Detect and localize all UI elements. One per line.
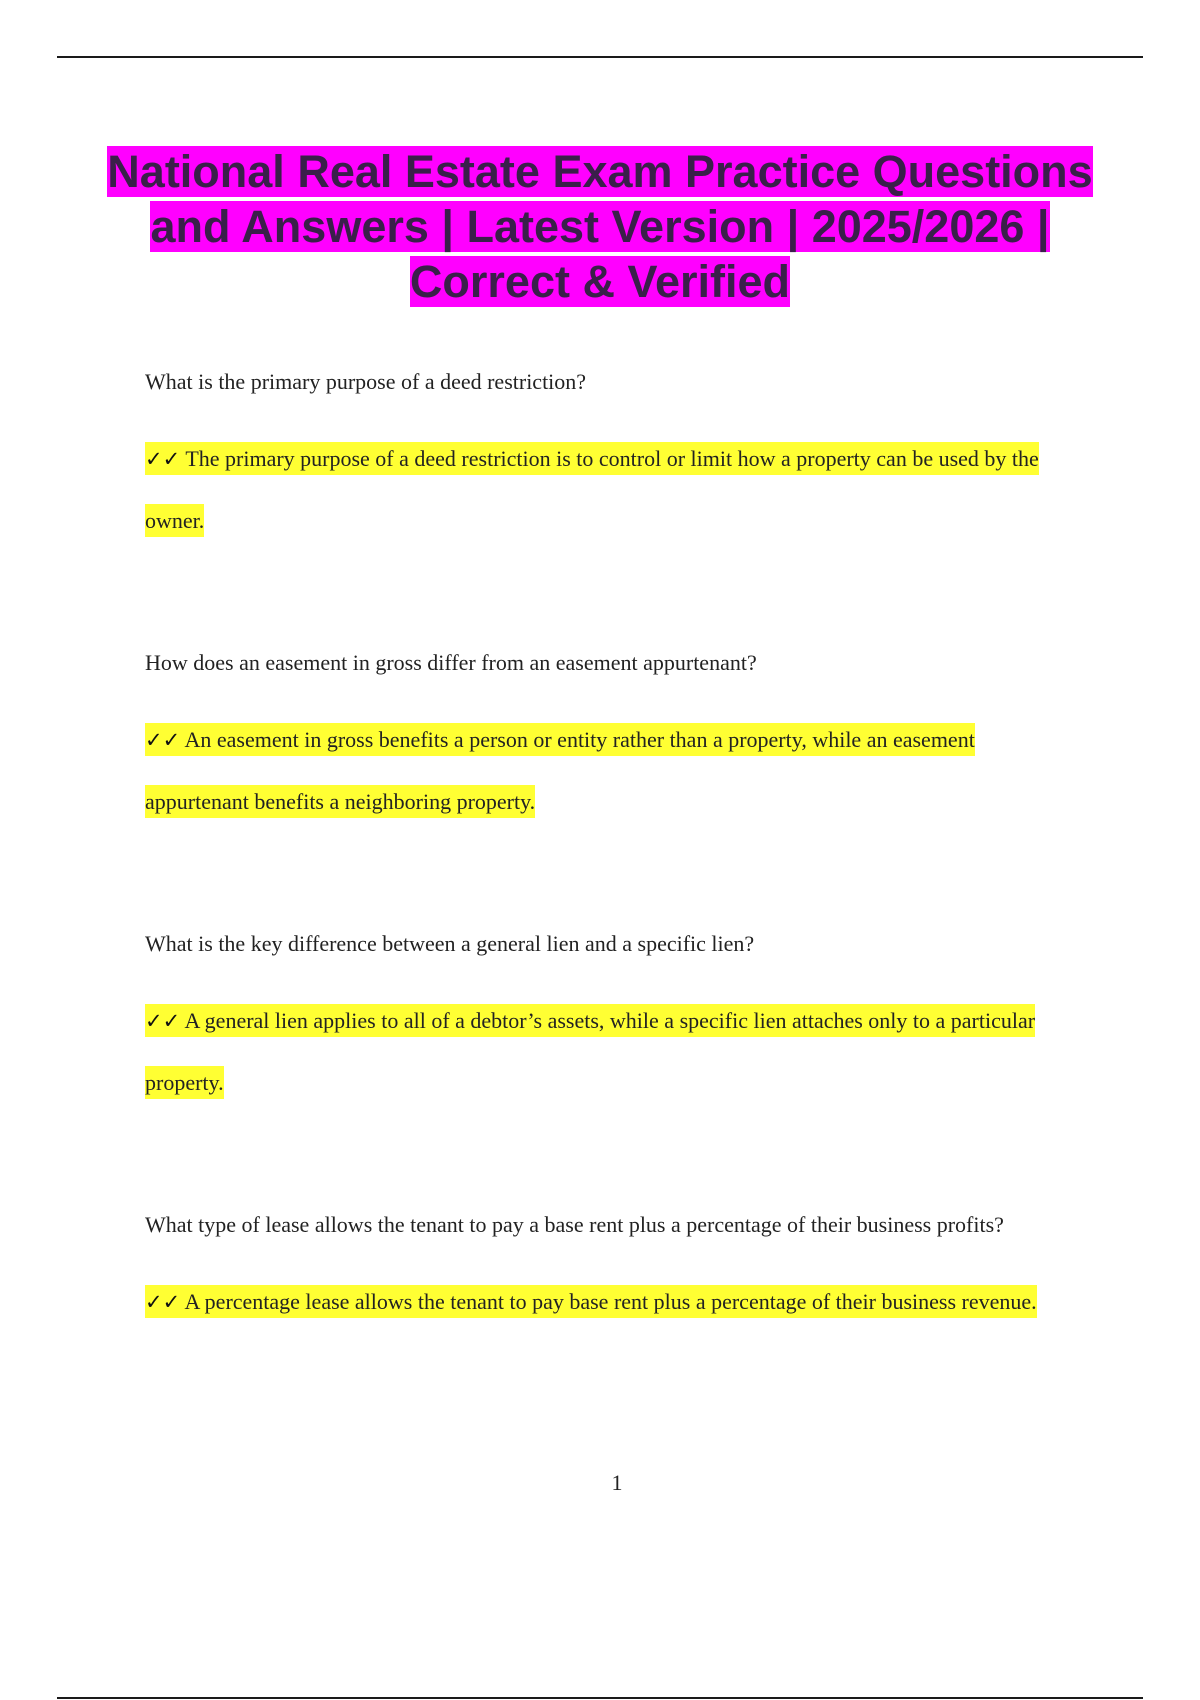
check-mark-icon: ✓✓ xyxy=(145,1009,181,1033)
qa-item-3 xyxy=(145,916,1075,1113)
check-mark-icon: ✓✓ xyxy=(145,447,181,471)
document-title xyxy=(100,144,1100,309)
answer-text xyxy=(145,1271,1075,1333)
answer-highlight xyxy=(145,1285,1037,1318)
question-text: What is the key difference between a general lien and a specific lien? xyxy=(145,931,755,956)
answer-body: A general lien applies to all of a debtor’s assets, while a specific lien attaches only to a particular property. xyxy=(145,1008,1036,1095)
qa-item-2 xyxy=(145,635,1075,832)
question-text: What is the primary purpose of a deed restriction? xyxy=(145,369,587,394)
question-text: What type of lease allows the tenant to pay a base rent plus a percentage of their business profits? xyxy=(145,1212,1004,1237)
answer-body: An easement in gross benefits a person or entity rather than a property, while an easement appurtenant benefits a neighboring property. xyxy=(145,727,975,814)
answer-text xyxy=(145,990,1075,1113)
title-highlight: National Real Estate Exam Practice Questions and Answers | Latest Version | 2025/2026 | Correct & Verified xyxy=(107,146,1093,307)
check-mark-icon: ✓✓ xyxy=(145,728,181,752)
answer-body: A percentage lease allows the tenant to pay base rent plus a percentage of their business revenue. xyxy=(184,1289,1037,1314)
qa-item-4 xyxy=(145,1197,1075,1333)
answer-text xyxy=(145,709,1075,832)
bottom-rule xyxy=(57,1697,1143,1699)
question-text: How does an easement in gross differ from an easement appurtenant? xyxy=(145,650,757,675)
answer-body: The primary purpose of a deed restriction is to control or limit how a property can be used by the owner. xyxy=(145,446,1039,533)
answer-highlight xyxy=(145,442,1039,537)
page-number: 1 xyxy=(611,1470,623,1495)
top-rule xyxy=(57,56,1143,58)
answer-highlight xyxy=(145,723,975,818)
qa-item-1 xyxy=(145,354,1075,551)
check-mark-icon: ✓✓ xyxy=(145,1290,181,1314)
answer-highlight xyxy=(145,1004,1035,1099)
answer-text xyxy=(145,428,1075,551)
